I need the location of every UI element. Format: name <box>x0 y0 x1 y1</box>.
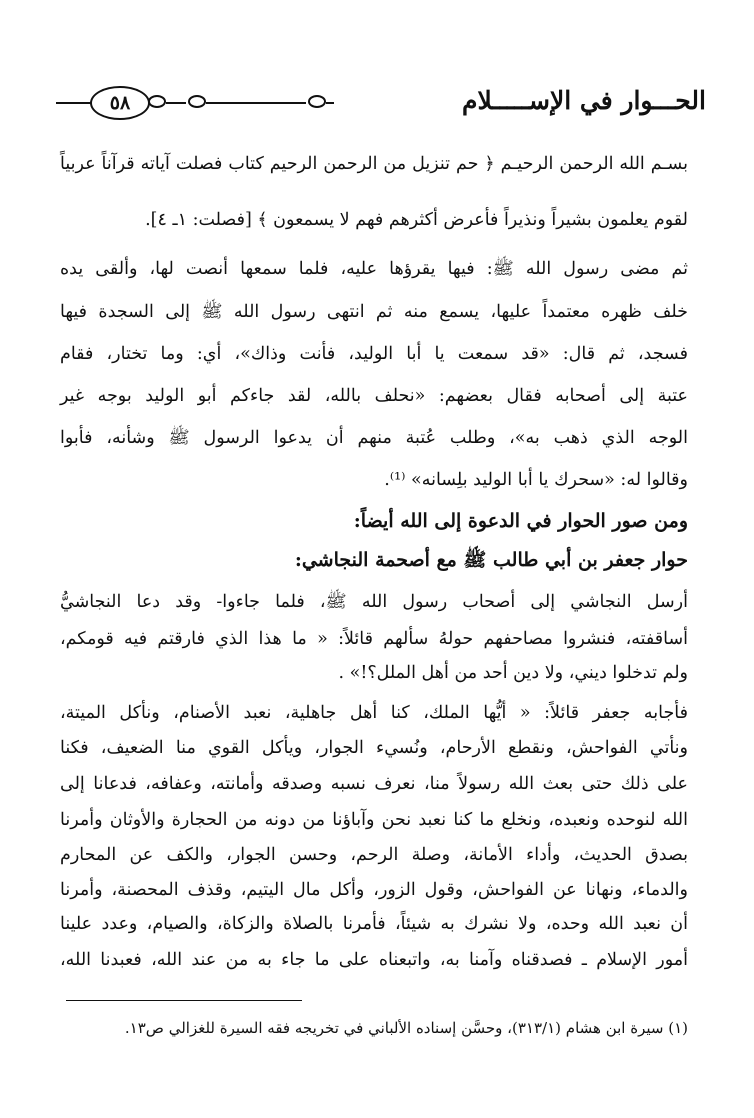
text-line-6: عتبة إلى أصحابه فقال بعضهم: «نحلف بالله، لقد جاءكم أبو الوليد بوجه غير <box>60 386 688 406</box>
subsection-heading: حوار جعفر بن أبي طالب ﷺ مع أصحمة النجاشي: <box>294 549 688 571</box>
text-line-1: بسـم الله الرحمن الرحيـم ﴿ حم تنزيل من الرحمن الرحيم كتاب فصلت آياته قرآناً عربياً <box>60 154 688 174</box>
text-line-21: أمور الإسلام ـ فصدقناه وآمنا به، واتبعناه على ما جاء به من عند الله، فعبدنا الله، <box>60 950 688 970</box>
page-number-badge <box>90 86 150 120</box>
header-ornament-circle <box>148 95 166 108</box>
text-line-13: ولم تدخلوا ديني، ولا دين أحد من أهل الملل؟!» . <box>338 663 688 683</box>
section-heading: ومن صور الحوار في الدعوة إلى الله أيضاً: <box>353 510 688 532</box>
page-header <box>56 80 706 124</box>
header-rule-segment <box>326 102 334 104</box>
text-line-2: لقوم يعلمون بشيراً ونذيراً فأعرض أكثرهم فهم لا يسمعون ﴾ [فصلت: ١ـ ٤]. <box>145 210 688 230</box>
text-line-3: ثم مضى رسول الله ﷺ: فيها يقرؤها عليه، فلما سمعها أنصت لها، وألقى يده <box>60 259 688 279</box>
text-line-19: والدماء، ونهانا عن الفواحش، وقول الزور، وأكل مال اليتيم، وقذف المحصنة، وأمرنا <box>60 880 688 900</box>
header-rule-segment <box>166 102 186 104</box>
text-line-15: ونأتي الفواحش، ونقطع الأرحام، ونُسيء الجوار، ويأكل القوي منا الضعيف، فكنا <box>60 738 688 758</box>
header-rule-segment <box>56 102 92 104</box>
header-rule-segment <box>206 102 306 104</box>
text-line-11: أرسل النجاشي إلى أصحاب رسول الله ﷺ، فلما جاءوا- وقد دعا النجاشيُّ <box>60 592 688 612</box>
text-line-7: الوجه الذي ذهب به»، وطلب عُتبة منهم أن يدعوا الرسول ﷺ وشأنه، فأبوا <box>60 428 688 448</box>
text-line-5: فسجد، ثم قال: «قد سمعت يا أبا الوليد، فأنت وذاك»، أي: وما تختار، فقام <box>60 344 689 364</box>
footnote: (١) سيرة ابن هشام (٣١٣/١)، وحسَّن إسناده الألباني في تخريجه فقه السيرة للغزالي ص١٣. <box>124 1019 688 1037</box>
text-line-17: الله لنوحده ونعبده، ونخلع ما كنا نعبد نحن وآباؤنا من دونه من الحجارة والأوثان وأمرنا <box>60 810 688 830</box>
footnote-separator <box>66 1000 302 1001</box>
header-ornament-circle <box>188 95 206 108</box>
header-title: الحـــوار في الإســـــلام <box>462 86 706 115</box>
text-line-18: بصدق الحديث، وأداء الأمانة، وصلة الرحم، وحسن الجوار، والكف عن المحارم <box>60 845 688 865</box>
text-line-12: أساقفته، فنشروا مصاحفهم حولهُ سألهم قائلاً: « ما هذا الذي فارقتم فيه قومكم، <box>60 629 688 649</box>
text-line-8: وقالوا له: «سحرك يا أبا الوليد بلِسانه» ⁽¹⁾. <box>384 470 688 490</box>
text-line-16: على ذلك حتى بعث الله رسولاً منا، نعرف نسبه وصدقه وأمانته، وعفافه، فدعانا إلى <box>60 774 688 794</box>
text-line-14: فأجابه جعفر قائلاً: « أيُّها الملك، كنا أهل جاهلية، نعبد الأصنام، ونأكل الميتة، <box>60 703 688 723</box>
page-number: ٥٨ <box>109 92 131 114</box>
header-ornament-circle <box>308 95 326 108</box>
text-line-20: أن نعبد الله وحده، ولا نشرك به شيئاً، فأمرنا بالصلاة والزكاة، والصيام، وعدد علينا <box>60 914 688 934</box>
text-line-4: خلف ظهره معتمداً عليها، يسمع منه ثم انتهى رسول الله ﷺ إلى السجدة فيها <box>60 302 688 322</box>
